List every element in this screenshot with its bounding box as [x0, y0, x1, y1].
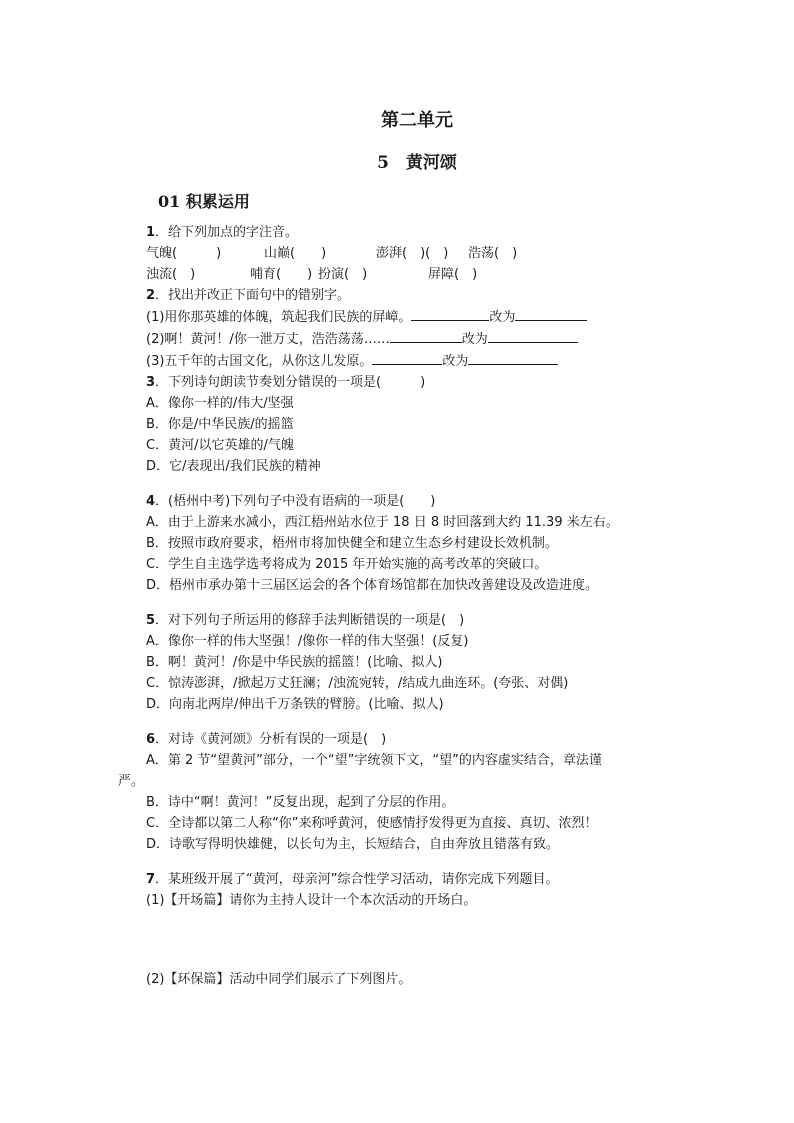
answer-blank[interactable] — [515, 306, 587, 321]
question-stem: ．某班级开展了“黄河，母亲河”综合性学习活动，请你完成下列题目。 — [155, 872, 559, 887]
change-to-label: 改为 — [442, 354, 469, 369]
pinyin-item[interactable]: 扮演( ) — [318, 267, 368, 282]
option-b[interactable]: B．按照市政府要求，梧州市将加快健全和建立生态乡村建设长效机制。 — [146, 536, 558, 551]
change-to-label: 改为 — [489, 310, 516, 325]
option-d[interactable]: D．梧州市承办第十三届区运会的各个体育场馆都在加快改善建设及改造进度。 — [146, 578, 599, 593]
answer-blank[interactable] — [390, 328, 462, 343]
question-stem: ．对下列句子所运用的修辞手法判断错误的一项是( ) — [155, 613, 465, 628]
option-a[interactable]: A．像你一样的/伟大/坚强 — [146, 396, 294, 411]
sentence-text: (3)五千年的古国文化，从你这儿发原。 — [146, 354, 373, 369]
question-stem: ．下列诗句朗读节奏划分错误的一项是( ) — [155, 375, 426, 390]
option-b[interactable]: B．诗中“啊！黄河！”反复出现，起到了分层的作用。 — [146, 795, 455, 810]
pinyin-item[interactable]: 浩荡( ) — [468, 246, 518, 261]
question-list — [118, 222, 638, 990]
pinyin-item[interactable]: 哺育( ) — [250, 267, 313, 282]
question-7 — [118, 869, 638, 890]
correction-item-3 — [118, 350, 638, 372]
question-5 — [118, 610, 638, 631]
question-number: 5 — [146, 613, 156, 628]
question-stem: ．找出并改正下面句中的错别字。 — [155, 288, 351, 303]
section-heading: 01 积累运用 — [158, 192, 250, 211]
lesson-title: 5 黄河颂 — [377, 153, 457, 173]
pinyin-item[interactable]: 澎湃( )( ) — [376, 246, 449, 261]
question-4 — [118, 491, 638, 512]
question-6 — [118, 729, 638, 750]
question-1 — [118, 222, 638, 243]
pinyin-item[interactable]: 山巅( ) — [264, 246, 327, 261]
answer-blank[interactable] — [372, 350, 442, 365]
question-3 — [118, 372, 638, 393]
pinyin-item[interactable]: 浊流( ) — [146, 267, 196, 282]
sentence-text: (2)啊！黄河！/你一泄万丈，浩浩荡荡…… — [146, 332, 390, 347]
question-stem: ．对诗《黄河颂》分析有误的一项是( ) — [155, 732, 387, 747]
question-stem: ．给下列加点的字注音。 — [155, 225, 299, 240]
option-a[interactable]: A．像你一样的伟大坚强！/像你一样的伟大坚强！(反复) — [146, 634, 469, 649]
answer-blank[interactable] — [488, 328, 578, 343]
pinyin-row-2 — [118, 264, 638, 285]
answer-blank[interactable] — [411, 306, 489, 321]
option-b[interactable]: B．你是/中华民族/的摇篮 — [146, 417, 294, 432]
change-to-label: 改为 — [461, 332, 488, 347]
option-a[interactable]: A．由于上游来水减小，西江梧州站水位于 18 日 8 时回落到大约 11.39 米左右。 — [146, 515, 619, 530]
option-c[interactable]: C．黄河/以它英雄的/气魄 — [146, 438, 294, 453]
pinyin-item[interactable]: 气魄( ) — [146, 246, 222, 261]
question-number: 7 — [146, 872, 156, 887]
sub-question-1: (1)【开场篇】请你为主持人设计一个本次活动的开场白。 — [146, 893, 477, 908]
question-2 — [118, 285, 638, 306]
option-d[interactable]: D．它/表现出/我们民族的精神 — [146, 459, 321, 474]
question-number: 3 — [146, 375, 156, 390]
unit-title: 第二单元 — [381, 110, 453, 131]
pinyin-item[interactable]: 屏障( ) — [428, 267, 478, 282]
answer-space[interactable] — [118, 911, 638, 969]
option-a-continued: 严。 — [118, 774, 145, 789]
option-b[interactable]: B．啊！黄河！/你是中华民族的摇篮！(比喻、拟人) — [146, 655, 443, 670]
correction-item-2 — [118, 328, 638, 350]
pinyin-row-1 — [118, 243, 638, 264]
question-number: 2 — [146, 288, 156, 303]
question-number: 1 — [146, 225, 156, 240]
option-a[interactable]: A．第 2 节“望黄河”部分，一个“望”字统领下文，“望”的内容虚实结合，章法谨 — [146, 753, 602, 768]
option-c[interactable]: C．全诗都以第二人称“你”来称呼黄河，使感情抒发得更为直接、真切、浓烈！ — [146, 816, 598, 831]
question-number: 6 — [146, 732, 156, 747]
spacer — [118, 715, 638, 729]
spacer — [118, 596, 638, 610]
question-number: 4 — [146, 494, 156, 509]
spacer — [118, 477, 638, 491]
sub-question-2: (2)【环保篇】活动中同学们展示了下列图片。 — [146, 972, 412, 987]
correction-item-1 — [118, 306, 638, 328]
question-stem: ．(梧州中考)下列句子中没有语病的一项是( ) — [155, 494, 436, 509]
option-d[interactable]: D．向南北两岸/伸出千万条铁的臂膀。(比喻、拟人) — [146, 697, 444, 712]
spacer — [118, 855, 638, 869]
answer-blank[interactable] — [468, 350, 558, 365]
option-c[interactable]: C．学生自主选学选考将成为 2015 年开始实施的高考改革的突破口。 — [146, 557, 548, 572]
sentence-text: (1)用你那英雄的体魄，筑起我们民族的屏嶂。 — [146, 310, 412, 325]
option-c[interactable]: C．惊涛澎湃，/掀起万丈狂澜；/浊流宛转，/结成九曲连环。(夸张、对偶) — [146, 676, 569, 691]
option-d[interactable]: D．诗歌写得明快雄健，以长句为主，长短结合，自由奔放且错落有致。 — [146, 837, 560, 852]
